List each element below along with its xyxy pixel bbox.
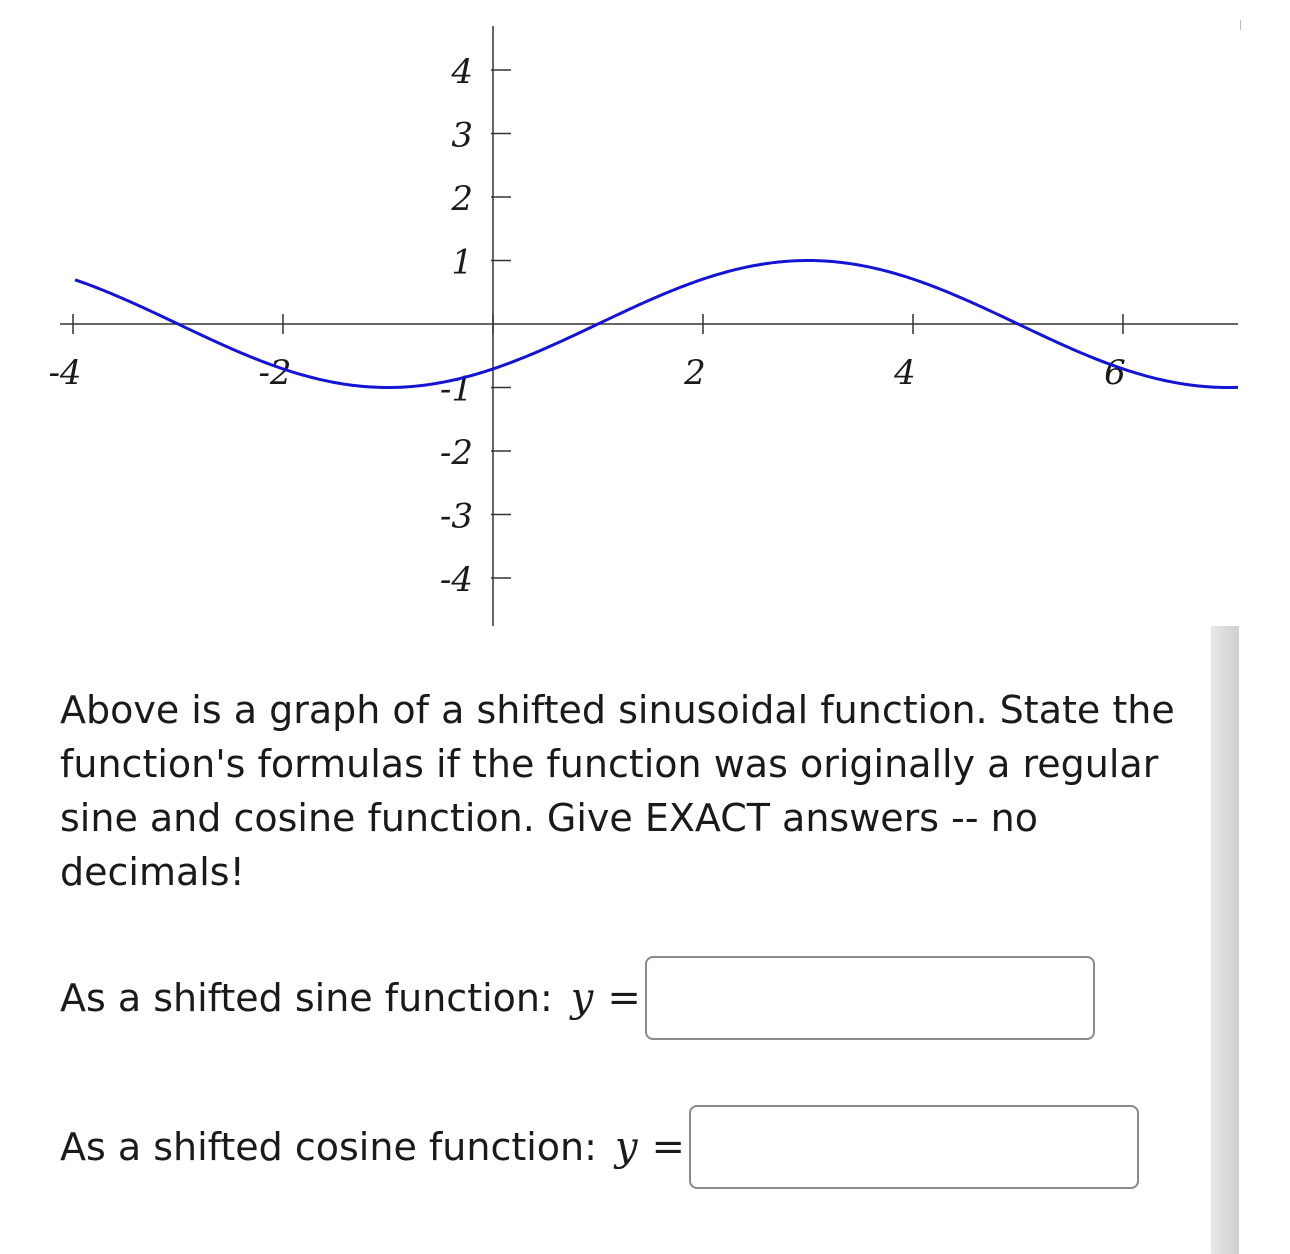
sine-equals-sign: = <box>607 975 641 1021</box>
cosine-answer-row <box>60 1103 1139 1191</box>
y-tick-label: -2 <box>439 433 473 473</box>
x-tick-label: -4 <box>48 353 82 393</box>
sine-y-variable: y <box>570 975 594 1021</box>
cosine-y-variable: y <box>614 1124 638 1170</box>
cosine-answer-label: As a shifted cosine function: <box>60 1125 597 1169</box>
y-tick-label: 4 <box>451 52 473 92</box>
question-text: Above is a graph of a shifted sinusoidal function. State the function's formulas if the function was originally a regular sine and cosine function. Give EXACT answers -- no decimals! <box>60 688 1175 894</box>
sine-answer-row <box>60 954 1095 1042</box>
x-tick-label: -2 <box>258 353 292 393</box>
x-tick-label: 4 <box>894 353 916 393</box>
sine-answer-label: As a shifted sine function: <box>60 976 553 1020</box>
y-tick-label: -1 <box>439 369 473 410</box>
y-tick-label: 2 <box>451 179 473 219</box>
y-tick-label: -3 <box>439 496 473 537</box>
scrollbar[interactable] <box>1211 626 1239 1254</box>
y-tick-label: 1 <box>451 242 473 283</box>
x-tick-label: 6 <box>1104 353 1126 393</box>
scroll-edge-marker <box>1240 20 1241 30</box>
x-tick-label: 2 <box>684 353 706 393</box>
cosine-answer-input[interactable] <box>689 1105 1139 1189</box>
sine-answer-input[interactable] <box>645 956 1095 1040</box>
cosine-equals-sign: = <box>651 1124 686 1170</box>
y-tick-label: -4 <box>439 560 473 600</box>
y-tick-label: 3 <box>451 115 473 156</box>
